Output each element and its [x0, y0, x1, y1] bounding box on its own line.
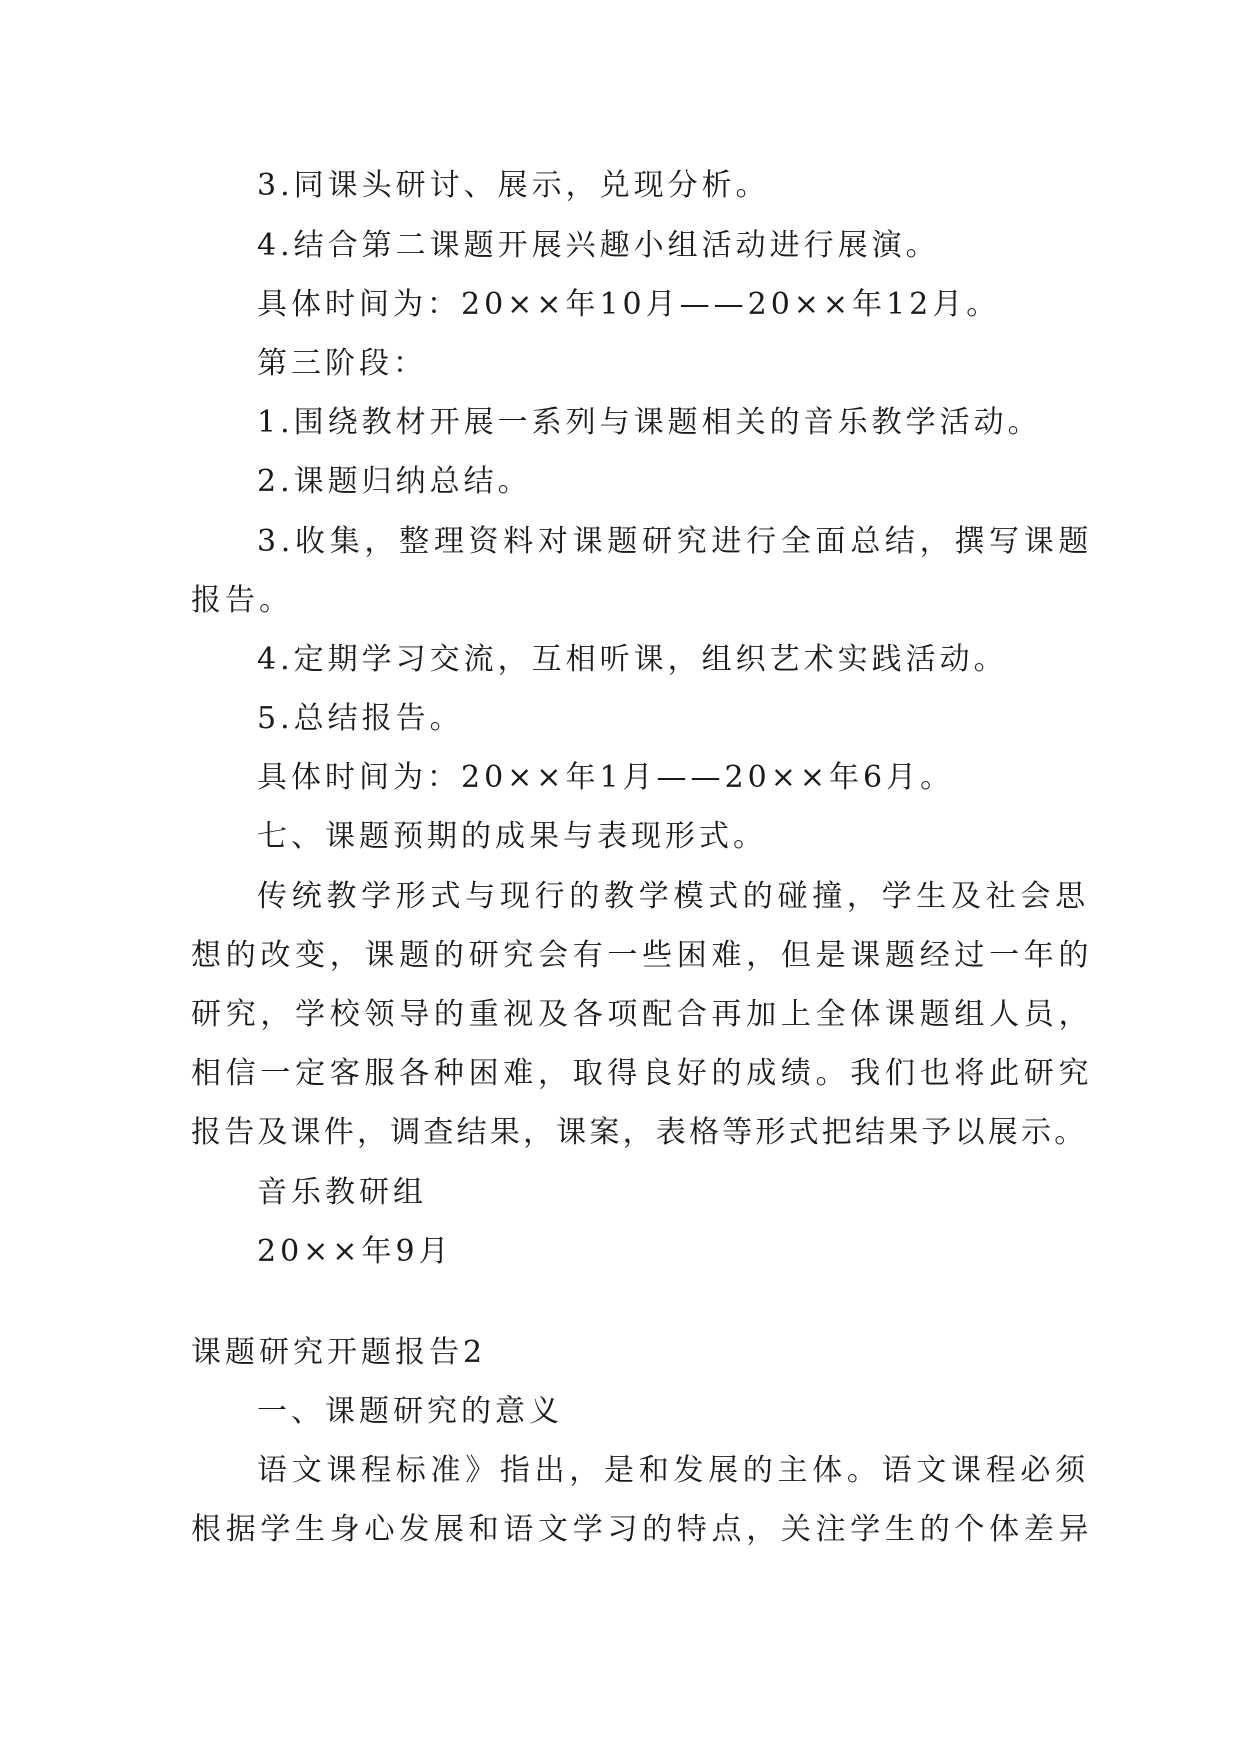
paragraph-line: 七、课题预期的成果与表现形式。 — [257, 819, 767, 854]
paragraph-line: 1.围绕教材开展一系列与课题相关的音乐教学活动。 — [257, 405, 1042, 440]
section-title: 课题研究开题报告2 — [191, 1335, 487, 1370]
paragraph-line: 3.同课头研讨、展示，兑现分析。 — [257, 168, 770, 203]
paragraph-line: 具体时间为：20××年1月——20××年6月。 — [257, 760, 955, 795]
section-heading: 一、课题研究的意义 — [257, 1394, 563, 1429]
paragraph-line: 研究，学校领导的重视及各项配合再加上全体课题组人员， — [191, 997, 1094, 1032]
signature-org: 音乐教研组 — [257, 1175, 427, 1210]
paragraph-line: 第三阶段： — [257, 346, 427, 381]
paragraph-line: 5.总结报告。 — [257, 701, 464, 736]
paragraph-line: 2.课题归纳总结。 — [257, 464, 532, 499]
paragraph-line: 4.结合第二课题开展兴趣小组活动进行展演。 — [257, 228, 940, 263]
paragraph-line: 想的改变，课题的研究会有一些困难，但是课题经过一年的 — [191, 938, 1094, 973]
paragraph-line: 报告及课件，调查结果，课案，表格等形式把结果予以展示。 — [191, 1115, 1088, 1150]
paragraph-line: 传统教学形式与现行的教学模式的碰撞，学生及社会思 — [257, 879, 1090, 914]
paragraph-line: 根据学生身心发展和语文学习的特点，关注学生的个体差异 — [191, 1512, 1094, 1547]
paragraph-line: 3.收集，整理资料对课题研究进行全面总结，撰写课题 — [257, 524, 1094, 559]
paragraph-line: 报告。 — [191, 583, 293, 618]
paragraph-line: 4.定期学习交流，互相听课，组织艺术实践活动。 — [257, 642, 1008, 677]
paragraph-line: 具体时间为：20××年10月——20××年12月。 — [257, 287, 1001, 322]
signature-date: 20××年9月 — [257, 1234, 453, 1269]
paragraph-line: 相信一定客服各种困难，取得良好的成绩。我们也将此研究 — [191, 1056, 1094, 1091]
paragraph-line: 语文课程标准》指出，是和发展的主体。语文课程必须 — [257, 1453, 1090, 1488]
